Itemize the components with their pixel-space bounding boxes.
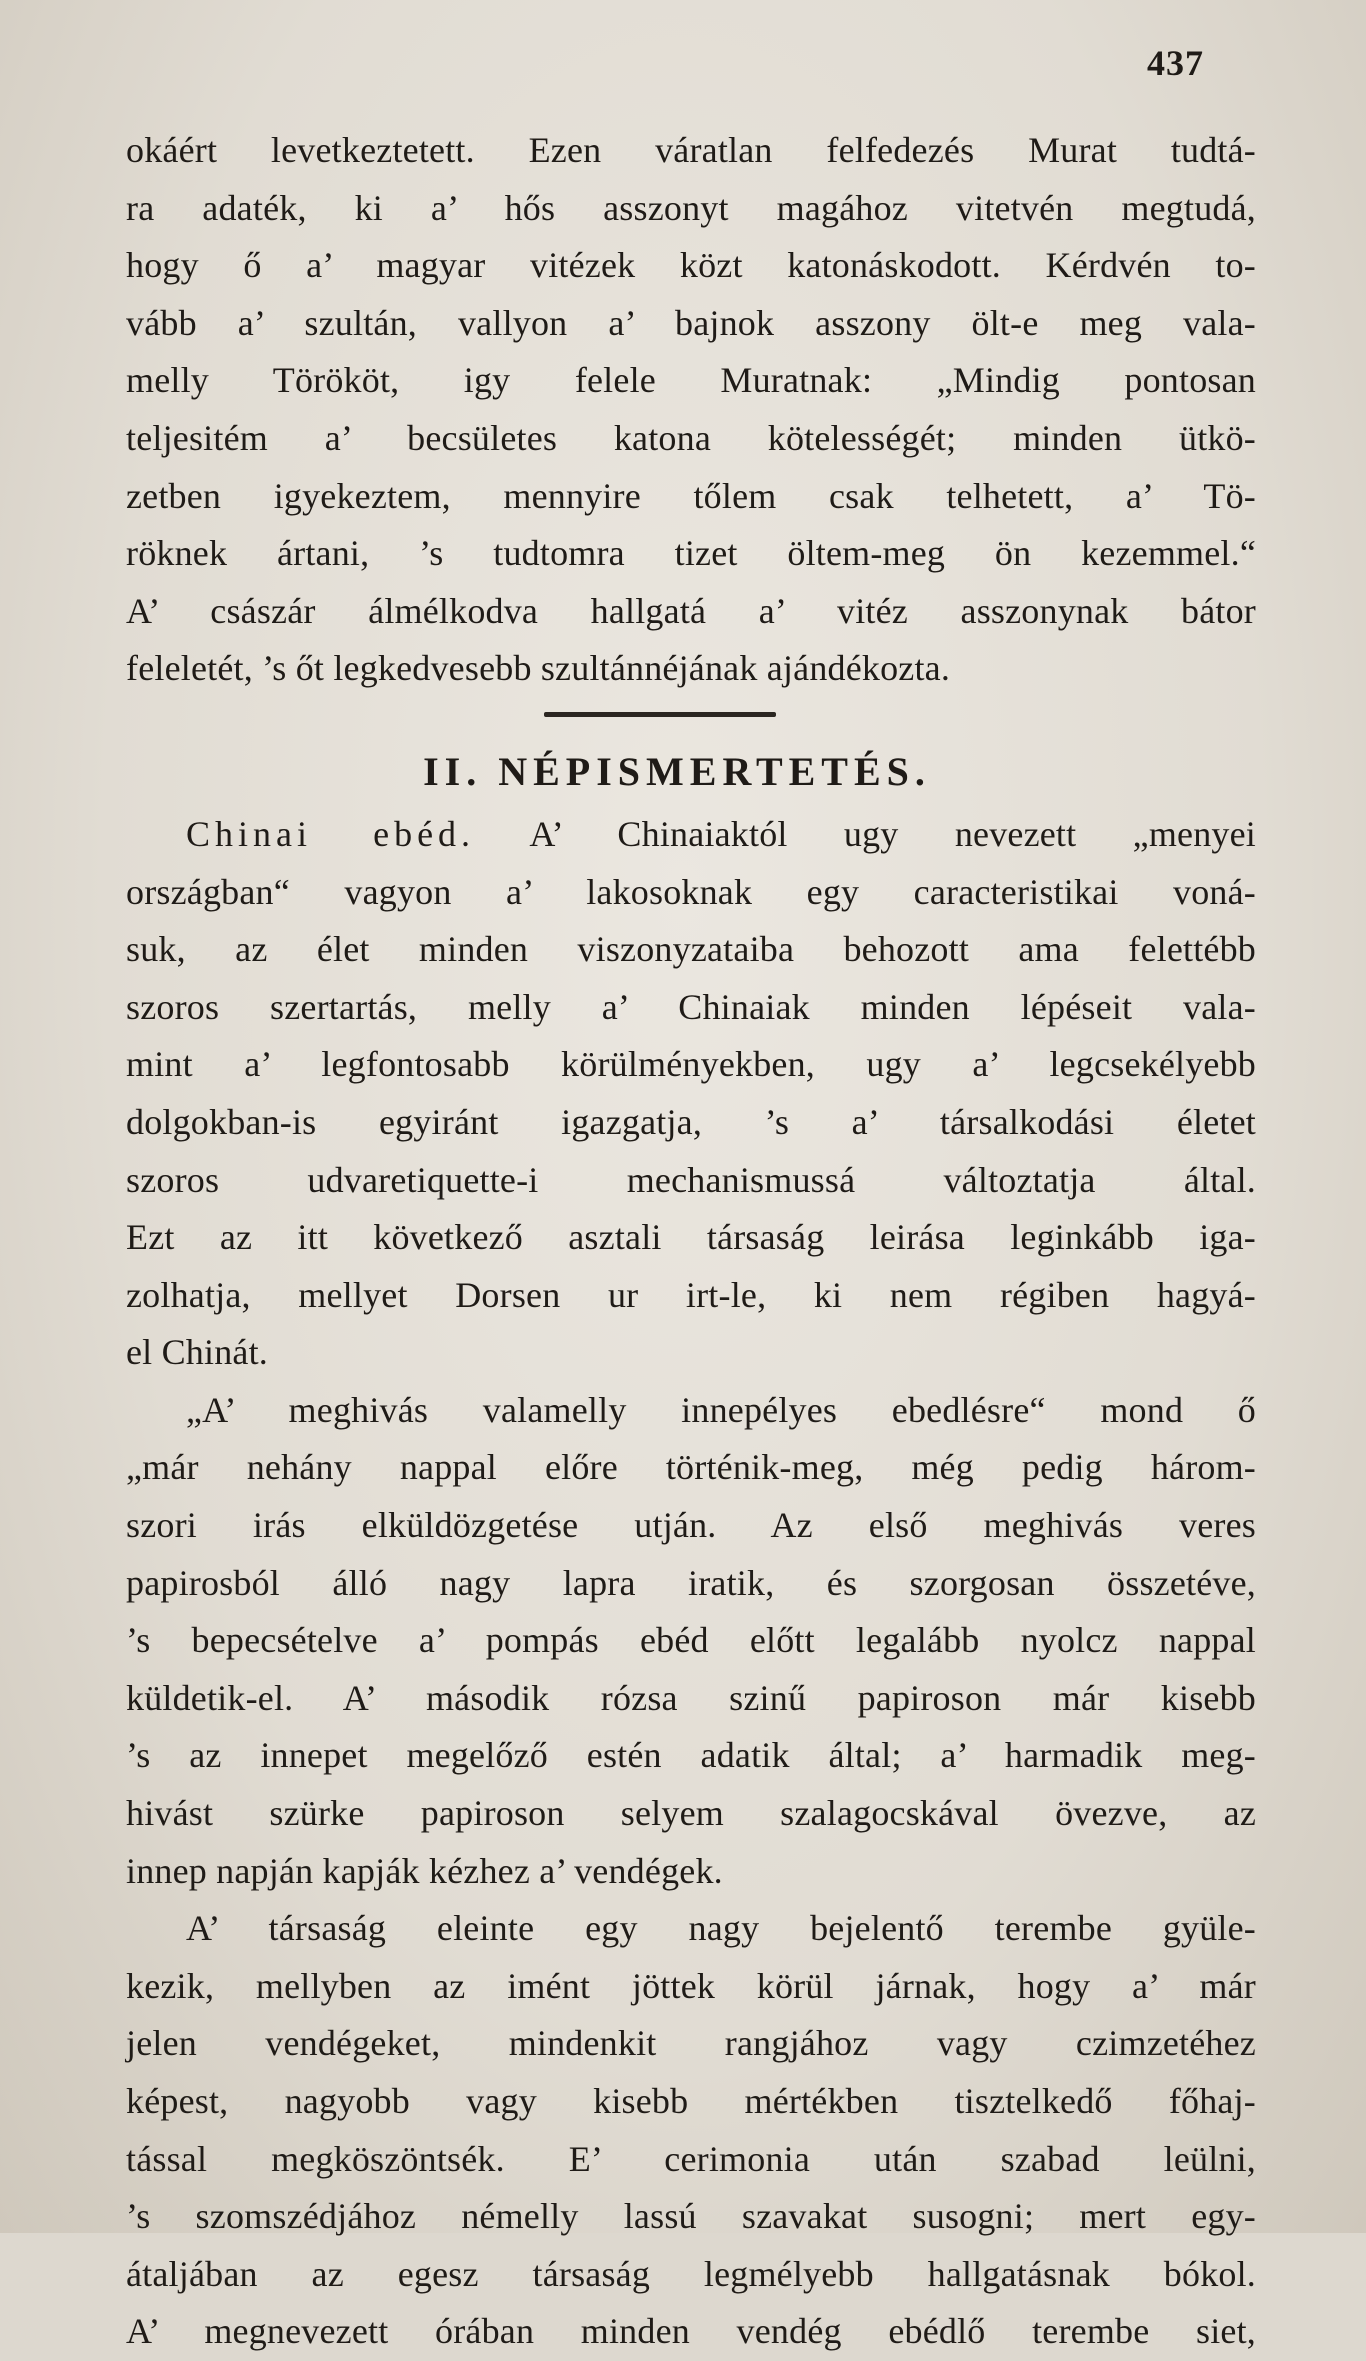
text-line: suk, az élet minden viszonyzataiba behozott ama felettébb: [126, 929, 1256, 970]
text-line: kezik, mellyben az imént jöttek körül járnak, hogy a’ már: [126, 1965, 1256, 2006]
text-line: ’s bepecsételve a’ pompás ebéd előtt legalább nyolcz nappal: [126, 1620, 1256, 1661]
text-line: okáért levetkeztetett. Ezen váratlan felfedezés Murat tudtá-: [126, 130, 1256, 170]
text-line: jelen vendégeket, mindenkit rangjához vagy czimzetéhez: [126, 2023, 1256, 2064]
text-line: zetben igyekeztem, mennyire tőlem csak telhetett, a’ Tö-: [126, 475, 1256, 516]
text-line: mint a’ legfontosabb körülményekben, ugy a’ legcsekélyebb: [126, 1044, 1256, 1085]
page-text: [126, 122, 1256, 2361]
text-line: átaljában az egesz társaság legmélyebb hallgatásnak bókol.: [126, 2253, 1256, 2294]
text-line: ’s szomszédjához némelly lassú szavakat susogni; mert egy-: [126, 2196, 1256, 2237]
divider-rule: [544, 712, 776, 717]
text-line: melly Törököt, igy felele Muratnak: „Mindig pontosan: [126, 360, 1256, 401]
text-line: feleletét, ’s őt legkedvesebb szultánnéjának ajándékozta.: [126, 648, 951, 689]
text-line: A’ császár álmélkodva hallgatá a’ vitéz asszonynak bátor: [126, 590, 1256, 631]
text-line: dolgokban-is egyiránt igazgatja, ’s a’ társalkodási életet: [126, 1101, 1256, 1142]
paragraph-1: [126, 122, 1256, 698]
text-line: papirosból álló nagy lapra iratik, és szorgosan összetéve,: [126, 1562, 1256, 1603]
text-line-rest: A’ Chinaiaktól ugy nevezett „menyei: [529, 813, 1256, 854]
text-line: A’ társaság eleinte egy nagy bejelentő terembe gyüle-: [186, 1908, 1256, 1949]
text-line: tással megköszöntsék. E’ cerimonia után szabad leülni,: [126, 2138, 1256, 2179]
text-line: szoros udvaretiquette-i mechanismussá változtatja által.: [126, 1159, 1256, 1200]
text-line: Ezt az itt következő asztali társaság leirása leginkább iga-: [126, 1217, 1256, 1258]
text-line: szori irás elküldözgetése utján. Az első meghivás veres: [126, 1505, 1256, 1546]
text-line: vább a’ szultán, vallyon a’ bajnok asszony ölt-e meg vala-: [126, 302, 1256, 343]
text-line: zolhatja, mellyet Dorsen ur irt-le, ki nem régiben hagyá-: [126, 1274, 1256, 1315]
page-number: 437: [1147, 43, 1204, 83]
paragraph-4: [126, 1900, 1256, 2361]
text-line: innep napján kapják kézhez a’ vendégek.: [126, 1850, 723, 1891]
text-line: ’s az innepet megelőző estén adatik által; a’ harmadik meg-: [126, 1735, 1256, 1776]
text-line: országban“ vagyon a’ lakosoknak egy caracteristikai voná-: [126, 871, 1256, 912]
section-divider: [126, 698, 1256, 738]
article-title: Chinai ebéd.: [186, 813, 476, 854]
text-line: hogy ő a’ magyar vitézek közt katonáskodott. Kérdvén to-: [126, 245, 1256, 286]
section-heading: II. NÉPISMERTETÉS.: [423, 748, 931, 794]
text-line: hivást szürke papiroson selyem szalagocskával övezve, az: [126, 1793, 1256, 1834]
text-line: „A’ meghivás valamelly innepélyes ebedlésre“ mond ő: [186, 1389, 1256, 1430]
text-line-with-title: [126, 806, 1256, 864]
paragraph-2: [126, 806, 1256, 1382]
text-line: ra adaték, ki a’ hős asszonyt magához vitetvén megtudá,: [126, 187, 1256, 228]
text-line: küldetik-el. A’ második rózsa szinű papiroson már kisebb: [126, 1677, 1256, 1718]
text-line: teljesitém a’ becsületes katona kötelességét; minden ütkö-: [126, 417, 1256, 458]
text-line: röknek ártani, ’s tudtomra tizet öltem-meg ön kezemmel.“: [126, 533, 1256, 574]
text-line: „már nehány nappal előre történik-meg, még pedig három-: [126, 1447, 1256, 1488]
text-line: A’ megnevezett órában minden vendég ebédlő terembe siet,: [126, 2311, 1256, 2352]
text-line: el Chinát.: [126, 1332, 268, 1373]
text-line: szoros szertartás, melly a’ Chinaiak minden lépéseit vala-: [126, 986, 1256, 1027]
paragraph-3: [126, 1382, 1256, 1900]
text-line: képest, nagyobb vagy kisebb mértékben tisztelkedő főhaj-: [126, 2081, 1256, 2121]
